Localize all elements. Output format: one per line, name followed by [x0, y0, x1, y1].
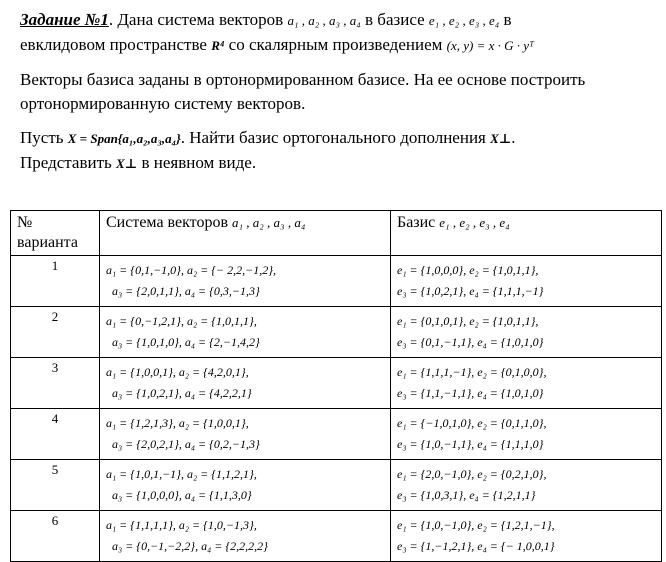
header-label: Базис [397, 214, 436, 231]
system-line-1: a₁ = {1,0,1,−1}, a₂ = {1,1,2,1}, [106, 467, 257, 481]
basis-line-1: e₁ = {2,0,−1,0}, e₂ = {0,2,1,0}, [397, 467, 547, 481]
header-math: a₁ , a₂ , a₃ , a₄ [232, 215, 306, 230]
table-row [11, 358, 662, 409]
task-title: Задание №1 [20, 10, 109, 29]
system-line-2: a₃ = {1,0,2,1}, a₄ = {4,2,2,1} [112, 386, 252, 400]
task-paragraph-3-line-1: Пусть X = Span{a₁,a₂,a₃,a₄}. Найти базис ортогонального дополнения X⊥. [20, 128, 516, 147]
column-header-basis [391, 211, 662, 256]
vector-list: a₁ , a₂ , a₃ , a₄ [287, 13, 361, 28]
header-math: e₁ , e₂ , e₃ , e₄ [439, 215, 510, 230]
text: Представить [20, 153, 112, 172]
basis-list: e₁ , e₂ , e₃ , e₄ [428, 13, 500, 28]
basis-cell [391, 511, 662, 562]
task-paragraph-3-line-2 [20, 151, 660, 176]
basis-line-1: e₁ = {0,1,0,1}, e₂ = {1,0,1,1}, [397, 314, 539, 328]
system-line-2: a₃ = {2,0,2,1}, a₄ = {0,2,−1,3} [112, 437, 260, 451]
basis-line-1: e₁ = {1,0,0,0}, e₂ = {1,0,1,1}, [397, 263, 539, 277]
text: в неявном виде. [141, 153, 257, 172]
xperp-symbol: X⊥ [116, 156, 138, 171]
scalar-product-formula: (x, y) = x · G · yᵀ [446, 38, 535, 53]
basis-cell [391, 358, 662, 409]
text: со скалярным произведением [228, 35, 443, 54]
header-label: Система векторов [106, 214, 229, 231]
basis-line-2: e₃ = {0,1,−1,1}, e₄ = {1,0,1,0} [397, 335, 544, 349]
task-paragraph-2-line-1: Векторы базиса заданы в ортонормированном базисе. На ее основе построить [20, 70, 586, 89]
system-line-1: a₁ = {1,2,1,3}, a₂ = {1,0,0,1}, [106, 416, 249, 430]
system-cell [100, 307, 391, 358]
span-formula: X = Span{a₁,a₂,a₃,a₄} [67, 131, 181, 146]
table-row [11, 511, 662, 562]
text: . Найти базис ортогонального дополнения [180, 128, 486, 147]
variant-number: 4 [11, 409, 100, 460]
text: в базисе [365, 10, 425, 29]
system-cell [100, 409, 391, 460]
space-symbol: R⁴ [211, 38, 225, 53]
system-cell [100, 511, 391, 562]
system-line-2: a₃ = {1,0,1,0}, a₄ = {2,−1,4,2} [112, 335, 260, 349]
system-line-1: a₁ = {1,1,1,1}, a₂ = {1,0,−1,3}, [106, 518, 257, 532]
table-header-row [11, 211, 662, 256]
text: евклидовом пространстве [20, 35, 207, 54]
system-line-1: a₁ = {1,0,0,1}, a₂ = {4,2,0,1}, [106, 365, 249, 379]
basis-cell [391, 409, 662, 460]
system-line-1: a₁ = {0,−1,2,1}, a₂ = {1,0,1,1}, [106, 314, 257, 328]
text: Пусть [20, 128, 64, 147]
basis-line-1: e₁ = {1,1,1,−1}, e₂ = {0,1,0,0}, [397, 365, 547, 379]
system-cell [100, 358, 391, 409]
variant-number: 1 [11, 256, 100, 307]
variant-number: 2 [11, 307, 100, 358]
task-paragraph-1-line-1 [20, 8, 660, 33]
basis-line-2: e₃ = {1,0,−1,1}, e₄ = {1,1,1,0} [397, 437, 544, 451]
text: . Дана система векторов [108, 10, 284, 29]
system-cell [100, 460, 391, 511]
task-paragraph-1-line-2 [20, 33, 660, 58]
basis-line-1: e₁ = {−1,0,1,0}, e₂ = {0,1,1,0}, [397, 416, 547, 430]
basis-line-2: e₃ = {1,0,2,1}, e₄ = {1,1,1,−1} [397, 284, 544, 298]
table-row [11, 409, 662, 460]
basis-cell [391, 307, 662, 358]
task-intro [20, 8, 660, 176]
table-row [11, 256, 662, 307]
basis-line-2: e₃ = {1,−1,2,1}, e₄ = {− 1,0,0,1} [397, 539, 555, 553]
basis-cell [391, 256, 662, 307]
system-line-1: a₁ = {0,1,−1,0}, a₂ = {− 2,2,−1,2}, [106, 263, 277, 277]
system-line-2: a₃ = {2,0,1,1}, a₄ = {0,3,−1,3} [112, 284, 260, 298]
basis-line-2: e₃ = {1,1,−1,1}, e₄ = {1,0,1,0} [397, 386, 544, 400]
basis-line-2: e₃ = {1,0,3,1}, e₄ = {1,2,1,1} [397, 488, 536, 502]
variant-number: 5 [11, 460, 100, 511]
system-line-2: a₃ = {0,−1,−2,2}, a₄ = {2,2,2,2} [112, 539, 268, 553]
column-header-variant: № варианта [11, 211, 100, 256]
system-cell [100, 256, 391, 307]
table-row [11, 307, 662, 358]
task-paragraph-2-line-2: ортонормированную систему векторов. [20, 94, 306, 113]
column-header-system [100, 211, 391, 256]
system-line-2: a₃ = {1,0,0,0}, a₄ = {1,1,3,0} [112, 488, 252, 502]
variant-number: 6 [11, 511, 100, 562]
variant-number: 3 [11, 358, 100, 409]
basis-cell [391, 460, 662, 511]
table-row [11, 460, 662, 511]
text: в [503, 10, 512, 29]
xperp-symbol: X⊥ [490, 131, 512, 146]
variants-table [10, 210, 662, 562]
basis-line-1: e₁ = {1,0,−1,0}, e₂ = {1,2,1,−1}, [397, 518, 555, 532]
